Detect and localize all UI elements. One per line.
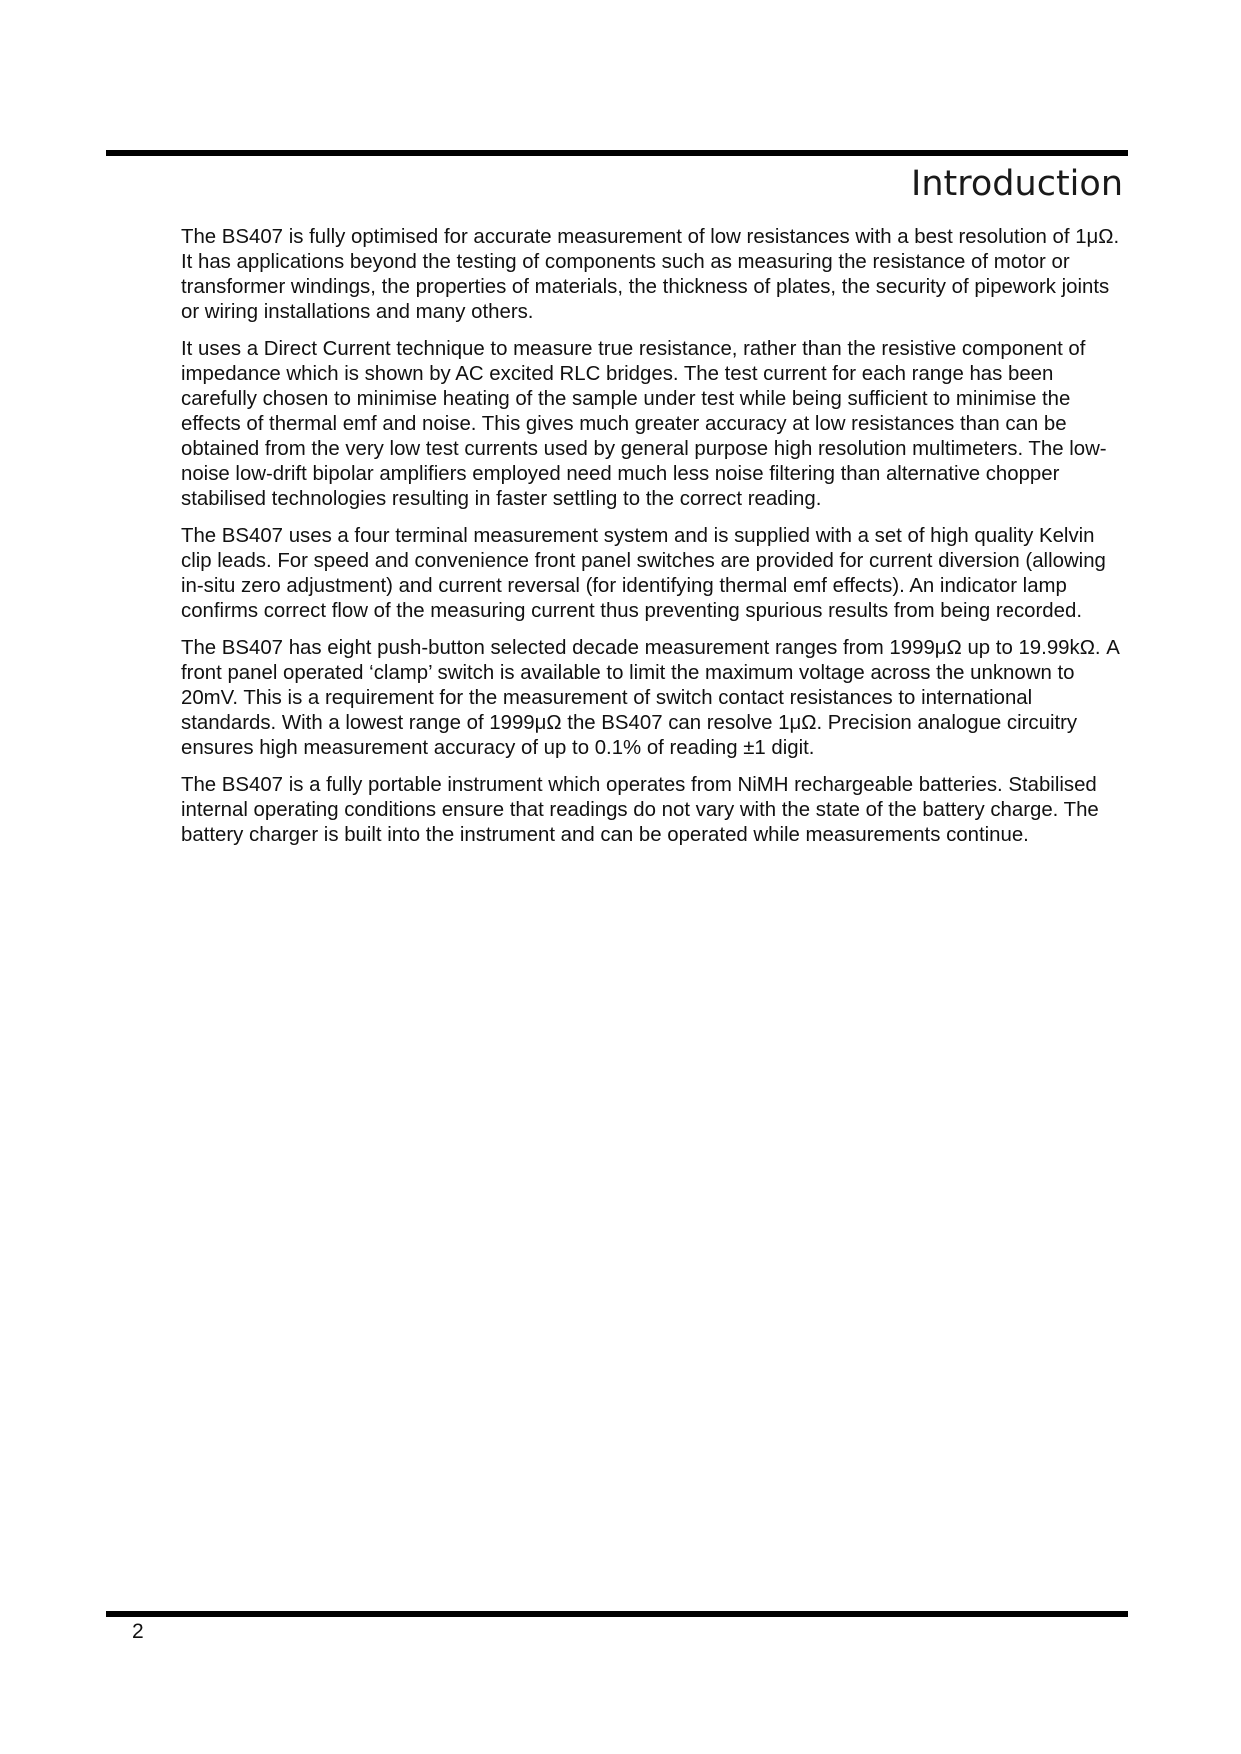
header-rule (106, 150, 1128, 156)
body-text (181, 225, 1121, 860)
footer-rule (106, 1611, 1128, 1617)
paragraph-overview: The BS407 is fully optimised for accurate measurement of low resistances with a best resolution of 1μΩ. It has applications beyond the testing of components such as measuring the resistance of motor or transformer windings, the properties of materials, the thickness of plates, the security of pipework joints or wiring installations and many others. (181, 226, 1120, 323)
section-title: Introduction (911, 164, 1123, 204)
page-number: 2 (132, 1620, 144, 1643)
paragraph-portability: The BS407 is a fully portable instrument which operates from NiMH rechargeable batteries. Stabilised internal operating conditions ensure that readings do not vary with the state of the battery charge. The battery charger is built into the instrument and can be operated while measurements continue. (181, 774, 1099, 846)
paragraph-dc-technique: It uses a Direct Current technique to measure true resistance, rather than the resistive component of impedance which is shown by AC excited RLC bridges. The test current for each range has been carefully chosen to minimise heating of the sample under test while being sufficient to minimise the effects of thermal emf and noise. This gives much greater accuracy at low resistances than can be obtained from the very low test currents used by general purpose high resolution multimeters. The low-noise low-drift bipolar amplifiers employed need much less noise filtering than alternative chopper stabilised technologies resulting in faster settling to the correct reading. (181, 338, 1107, 510)
paragraph-four-terminal: The BS407 uses a four terminal measurement system and is supplied with a set of high quality Kelvin clip leads. For speed and convenience front panel switches are provided for current diversion (allowing in-situ zero adjustment) and current reversal (for identifying thermal emf effects). An indicator lamp confirms correct flow of the measuring current thus preventing spurious results from being recorded. (181, 525, 1106, 622)
paragraph-ranges: The BS407 has eight push-button selected decade measurement ranges from 1999μΩ up to 19.99kΩ. A front panel operated ‘clamp’ switch is available to limit the maximum voltage across the unknown to 20mV. This is a requirement for the measurement of switch contact resistances to international standards. With a lowest range of 1999μΩ the BS407 can resolve 1μΩ. Precision analogue circuitry ensures high measurement accuracy of up to 0.1% of reading ±1 digit. (181, 637, 1119, 759)
